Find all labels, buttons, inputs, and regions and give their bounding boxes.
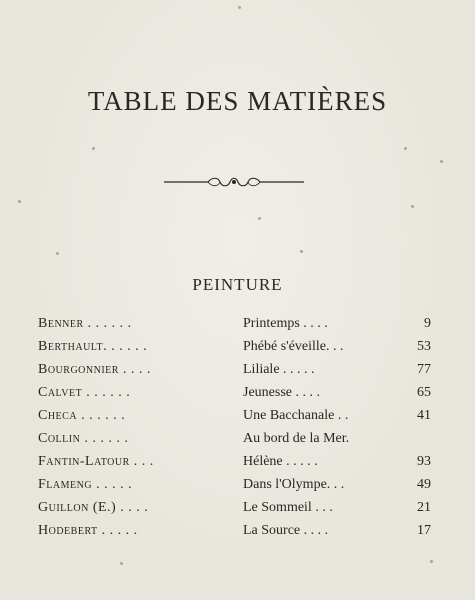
toc-row [0, 335, 475, 358]
artist-name: Berthault. . . . . . [38, 339, 148, 354]
work-title: Au bord de la Mer. [243, 431, 350, 446]
paper-speck [238, 6, 241, 9]
toc-row [0, 496, 475, 519]
artist-name: Guillon (E.) . . . . [38, 500, 149, 515]
work-title: Le Sommeil . . . [243, 500, 333, 515]
paper-speck [92, 147, 95, 150]
artist-name: Fantin-Latour . . . [38, 454, 154, 469]
paper-speck [440, 160, 443, 163]
artist-name: Flameng . . . . . [38, 477, 133, 492]
section-heading: PEINTURE [192, 275, 283, 294]
work-title: Dans l'Olympe. . . [243, 477, 345, 492]
work-title: Printemps . . . . [243, 316, 328, 331]
toc-row [0, 450, 475, 473]
artist-name: Collin . . . . . . [38, 431, 129, 446]
toc-row [0, 427, 475, 450]
page-number: 53 [417, 339, 431, 354]
work-title: Une Bacchanale . . [243, 408, 349, 423]
page-number: 17 [417, 523, 431, 538]
artist-name: Bourgonnier . . . . [38, 362, 151, 377]
paper-speck [258, 217, 261, 220]
page-number: 65 [417, 385, 431, 400]
table-of-contents [0, 312, 475, 542]
toc-row [0, 473, 475, 496]
paper-speck [404, 147, 407, 150]
page-number: 41 [417, 408, 431, 423]
page-number: 49 [417, 477, 431, 492]
paper-speck [300, 250, 303, 253]
work-title: Hélène . . . . . [243, 454, 318, 469]
paper-speck [120, 562, 123, 565]
paper-speck [56, 252, 59, 255]
artist-name: Calvet . . . . . . [38, 385, 131, 400]
artist-name: Checa . . . . . . [38, 408, 126, 423]
artist-name: Benner . . . . . . [38, 316, 132, 331]
toc-row [0, 358, 475, 381]
work-title: La Source . . . . [243, 523, 329, 538]
work-title: Liliale . . . . . [243, 362, 315, 377]
page-number: 93 [417, 454, 431, 469]
ornament-divider [164, 175, 304, 189]
work-title: Phébé s'éveille. . . [243, 339, 344, 354]
page-title: TABLE DES MATIÈRES [87, 86, 388, 116]
paper-speck [430, 560, 433, 563]
paper-speck [18, 200, 21, 203]
toc-row [0, 519, 475, 542]
toc-row [0, 381, 475, 404]
work-title: Jeunesse . . . . [243, 385, 320, 400]
page-number: 21 [417, 500, 431, 515]
toc-row [0, 312, 475, 335]
page-number: 9 [424, 316, 431, 331]
artist-name: Hodebert . . . . . [38, 523, 138, 538]
page-number: 77 [417, 362, 431, 377]
toc-row [0, 404, 475, 427]
paper-speck [411, 205, 414, 208]
